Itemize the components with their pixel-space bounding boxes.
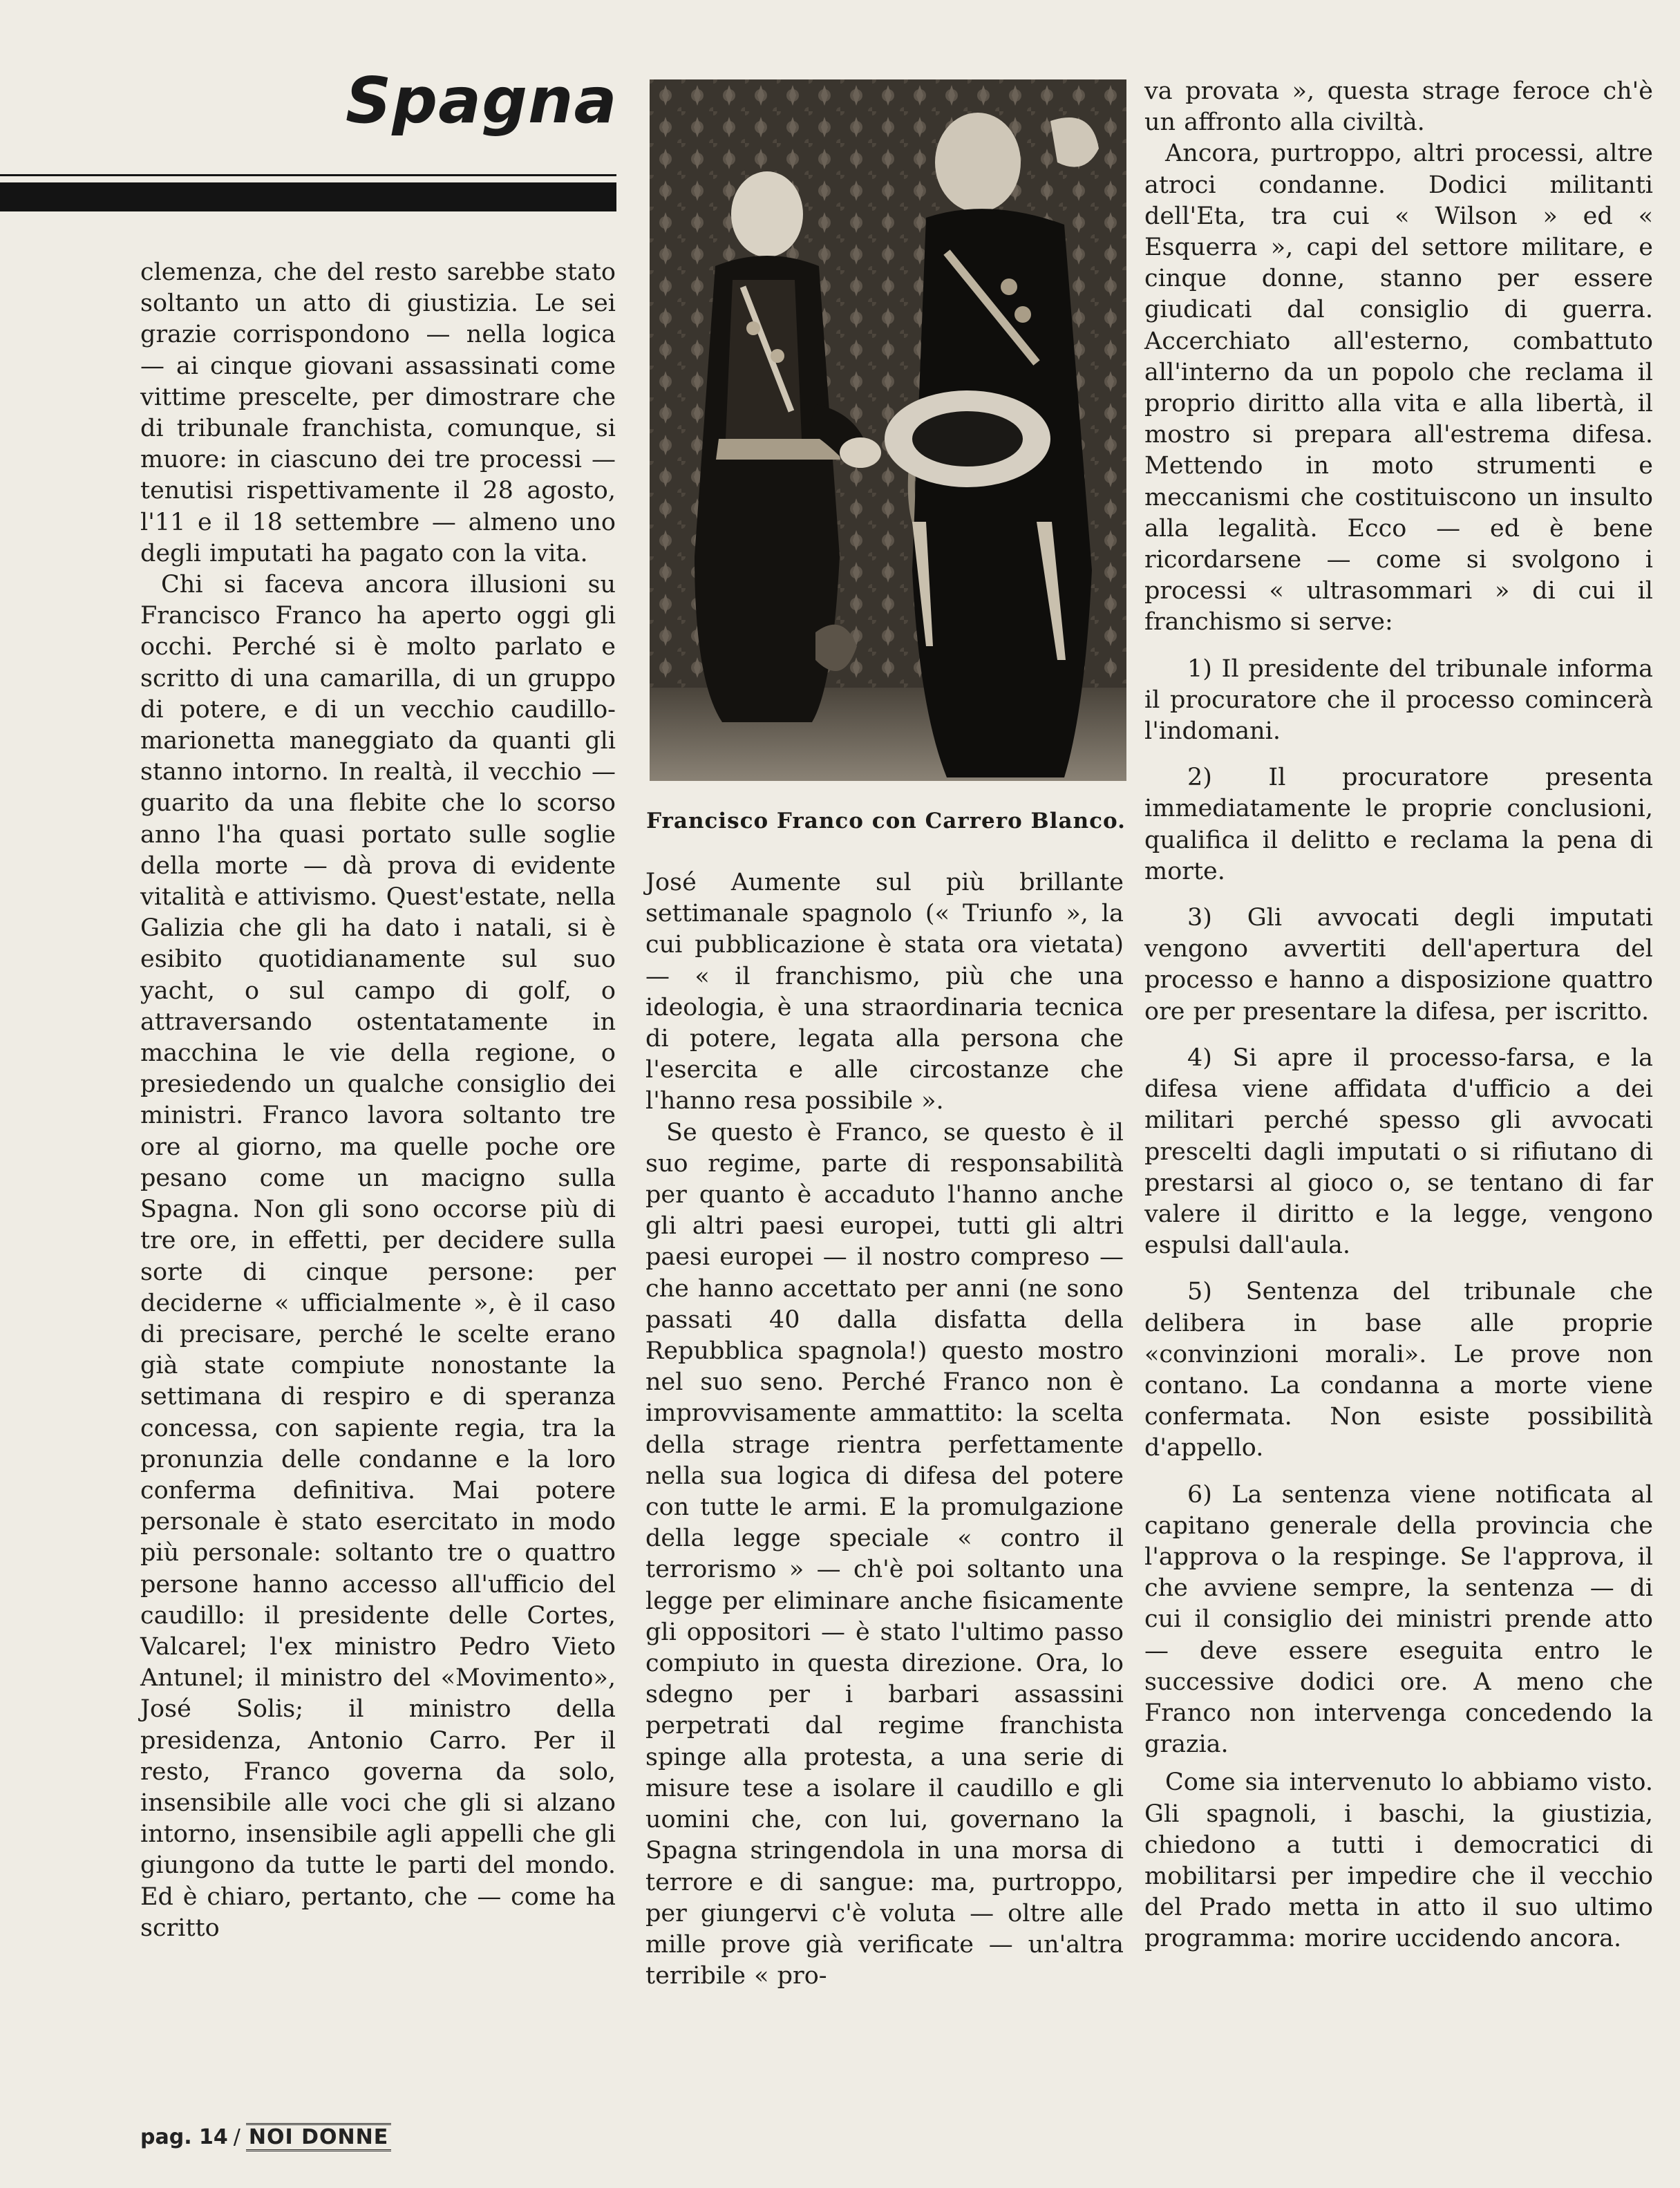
- procedure-item: 2) Il procuratore presenta immediatamente le proprie conclusioni, qualifica il delitto e reclama la pena di morte.: [1144, 764, 1653, 885]
- footer-separator: /: [233, 2124, 240, 2149]
- title-rule: [0, 182, 616, 211]
- photo-caption: Francisco Franco con Carrero Blanco.: [646, 809, 1126, 833]
- page-footer: [140, 2123, 391, 2151]
- column-2: [645, 867, 1124, 1992]
- col2-paragraph: Se questo è Franco, se questo è il suo regime, parte di responsabilità per quanto è accaduto l'hanno anche gli altri paesi europei, tutti gli altri paesi europei — il nostro compreso — che hanno accettato per anni (ne sono passati 40 dalla disfatta della Repubblica spagnola!) questo mostro nel suo seno. Perché Franco non è improvvisamente ammattito: la scelta della strage rientra perfettamente nella sua logica di difesa del potere con tutte le armi. E la promulgazione della legge speciale « contro il terrorismo » — ch'è poi soltanto una legge per eliminare anche fisicamente gli oppositori — è stato l'ultimo passo compiuto in questa direzione. Ora, lo sdegno per i barbari assassini perpetrati dal regime franchista spinge alla protesta, a una serie di misure tese a isolare il caudillo e gli uomini che, con lui, governano la Spagna stringendola in una morsa di terrore e di sangue: ma, purtroppo, per giungervi c'è voluta — oltre alle mille prove già verificate — un'altra terribile « pro-: [645, 1118, 1124, 1990]
- col3-closing-paragraph: Come sia intervenuto lo abbiamo visto. Gli spagnoli, i baschi, la giustizia, chiedono a tutti i democratici di mobilitarsi per impedire che il vecchio del Prado metta in atto il suo ultimo programma: morire uccidendo ancora.: [1144, 1769, 1653, 1953]
- column-3: [1144, 76, 1653, 1955]
- procedure-item: 6) La sentenza viene notificata al capitano generale della provincia che l'approva o la respinge. Se l'approva, il che avviene sempre, la sentenza — di cui il consiglio dei ministri prende atto — deve essere eseguita entro le successive dodici ore. A meno che Franco non intervenga concedendo la grazia.: [1144, 1480, 1653, 1759]
- column-1: [140, 257, 616, 1944]
- col2-paragraph: José Aumente sul più brillante settimanale spagnolo (« Triunfo », la cui pubblicazione è stata ora vietata) — « il franchismo, più che una ideologia, è una straordinaria tecnica di potere, legata alla persona che l'esercita e alle circostanze che l'hanno resa possibile ».: [645, 869, 1124, 1115]
- procedure-item: 4) Si apre il processo-farsa, e la difesa viene affidata d'ufficio a dei militari perché spesso gli avvocati prescelti dagli imputati o si rifiutano di prestarsi al gioco o, se tentano di far valere il diritto e la legge, vengono espulsi dall'aula.: [1144, 1044, 1653, 1260]
- page-number: pag. 14: [140, 2124, 228, 2149]
- procedure-item: 3) Gli avvocati degli imputati vengono avvertiti dell'apertura del processo e hanno a disposizione quattro ore per presentare la difesa, per iscritto.: [1144, 904, 1653, 1026]
- col1-paragraph: Chi si faceva ancora illusioni su Francisco Franco ha aperto oggi gli occhi. Perché si è molto parlato e scritto di una camarilla, di un gruppo di potere, e di un vecchio caudillo-marionetta maneggiato da quanti gli stanno intorno. In realtà, il vecchio — guarito da una flebite che lo scorso anno l'ha quasi portato sulle soglie della morte — dà prova di evidente vitalità e attivismo. Quest'estate, nella Galizia che gli ha dato i natali, si è esibito quotidianamente sul suo yacht, o sul campo di golf, o attraversando ostentatamente in macchina le vie della regione, o presiedendo un qualche consiglio dei ministri. Franco lavora soltanto tre ore al giorno, ma quelle poche ore pesano come un macigno sulla Spagna. Non gli sono occorse più di tre ore, in effetti, per decidere sulla sorte di cinque persone: per deciderne « ufficialmente », è il caso di precisare, perché le scelte erano già state compiute nonostante la settimana di respiro e di speranza concessa, con sapiente regia, tra la pronunzia delle condanne e la loro conferma definitiva. Mai potere personale è stato esercitato in modo più personale: soltanto tre o quattro persone hanno accesso all'ufficio del caudillo: il presidente delle Cortes, Valcarel; l'ex ministro Pedro Vieto Antunel; il ministro del «Movimento», José Solis; il ministro della presidenza, Antonio Carro. Per il resto, Franco governa da solo, insensibile alle voci che gli si alzano intorno, insensibile agli appelli che gli giungono da tutte le parti del mondo. Ed è chiaro, pertanto, che — come ha scritto: [140, 571, 616, 1942]
- section-title: Spagna: [346, 64, 618, 138]
- photo-image: [650, 79, 1126, 781]
- procedure-item: 1) Il presidente del tribunale informa il procuratore che il processo comincerà l'indomani.: [1144, 654, 1653, 746]
- col1-paragraph: clemenza, che del resto sarebbe stato soltanto un atto di giustizia. Le sei grazie corrispondono — nella logica — ai cinque giovani assassinati come vittime prescelte, per dimostrare che di tribunale franchista, comunque, si muore: in ciascuno dei tre processi — tenutisi rispettivamente il 28 agosto, l'11 e il 18 settembre — almeno uno degli imputati ha pagato con la vita.: [140, 258, 616, 567]
- magazine-logo: NOI DONNE: [246, 2123, 391, 2151]
- procedure-item: 5) Sentenza del tribunale che delibera in base alle proprie «convinzioni morali». Le prove non contano. La condanna a morte viene confermata. Non esiste possibilità d'appello.: [1144, 1278, 1653, 1462]
- photo-franco-carrero-blanco: [650, 79, 1126, 781]
- col3-paragraph: Ancora, purtroppo, altri processi, altre atroci condanne. Dodici militanti dell'Eta, tra cui « Wilson » ed « Esquerra », capi del settore militare, e cinque donne, stanno per essere giudicati dal consiglio di guerra. Accerchiato all'esterno, combattuto all'interno da un popolo che reclama il proprio diritto alla vita e alla libertà, il mostro si prepara all'estrema difesa. Mettendo in moto strumenti e meccanismi che costituiscono un insulto alla legalità. Ecco — ed è bene ricordarsene — come si svolgono i processi « ultrasommari » di cui il franchismo si serve:: [1144, 140, 1653, 636]
- col3-paragraph: va provata », questa strage feroce ch'è un affronto alla civiltà.: [1144, 77, 1653, 137]
